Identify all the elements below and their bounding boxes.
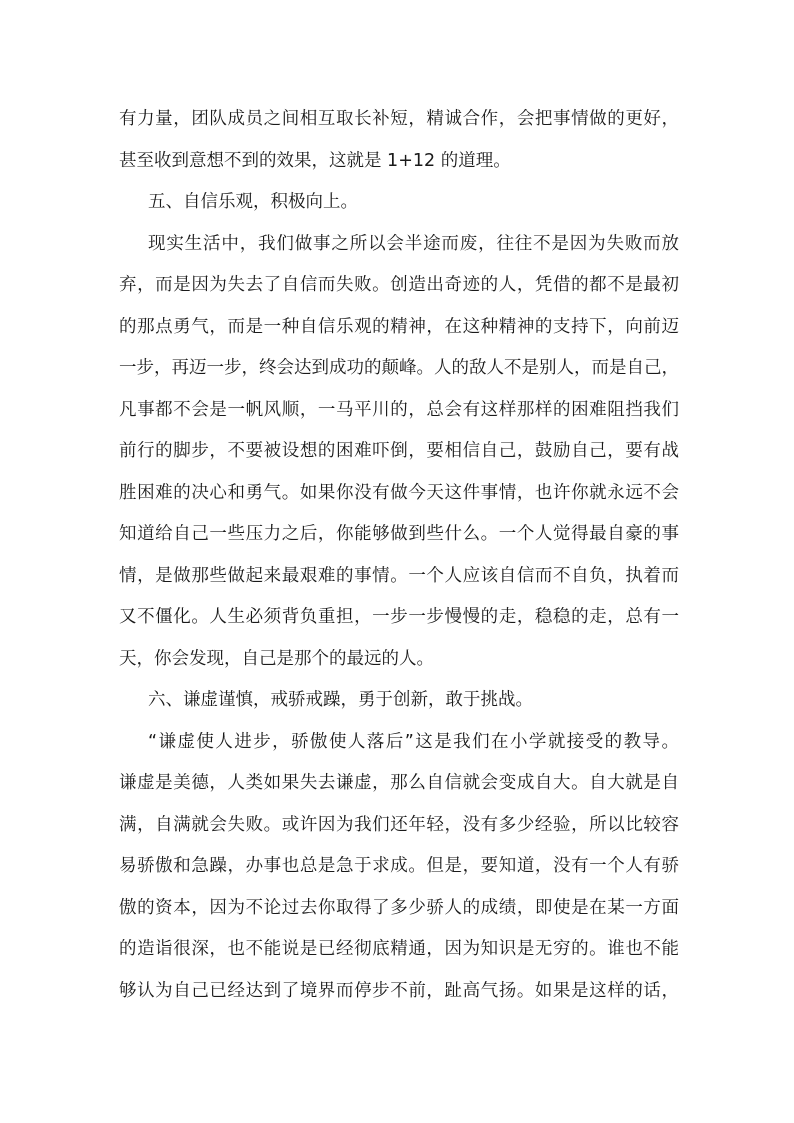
text-line: 傲的资本，因为不论过去你取得了多少骄人的成绩，即使是在某一方面 — [119, 898, 679, 918]
text-line: 天，你会发现，自己是那个的最远的人。 — [119, 649, 434, 669]
text-line: 满，自满就会失败。或许因为我们还年轻，没有多少经验，所以比较容 — [119, 815, 679, 835]
text-line: 甚至收到意想不到的效果，这就是 1+12 的道理。 — [119, 151, 511, 171]
text-line: 前行的脚步，不要被设想的困难吓倒，要相信自己，鼓励自己，要有战 — [119, 441, 679, 461]
text-line: 弃，而是因为失去了自信而失败。创造出奇迹的人，凭借的都不是最初 — [119, 275, 679, 295]
paragraph-first-line: “谦虚使人进步，骄傲使人落后”这是我们在小学就接受的教导。 — [148, 732, 679, 752]
text-line: 谦虚是美德，人类如果失去谦虚，那么自信就会变成自大。自大就是自 — [119, 773, 679, 793]
text-line: 有力量，团队成员之间相互取长补短，精诚合作，会把事情做的更好， — [119, 109, 679, 129]
paragraph-first-line: 现实生活中，我们做事之所以会半途而废，往往不是因为失败而放 — [148, 234, 679, 254]
text-line: 又不僵化。人生必须背负重担，一步一步慢慢的走，稳稳的走，总有一 — [119, 607, 679, 627]
text-line: 易骄傲和急躁，办事也总是急于求成。但是，要知道，没有一个人有骄 — [119, 856, 679, 876]
text-line: 情，是做那些做起来最艰难的事情。一个人应该自信而不自负，执着而 — [119, 566, 679, 586]
text-line: 凡事都不会是一帆风顺，一马平川的，总会有这样那样的困难阻挡我们 — [119, 400, 679, 420]
text-line: 知道给自己一些压力之后，你能够做到些什么。一个人觉得最自豪的事 — [119, 524, 679, 544]
text-line: 一步，再迈一步，终会达到成功的颠峰。人的敌人不是别人，而是自己， — [119, 358, 679, 378]
text-line: 胜困难的决心和勇气。如果你没有做今天这件事情，也许你就永远不会 — [119, 483, 679, 503]
text-line: 够认为自己已经达到了境界而停步不前，趾高气扬。如果是这样的话， — [119, 981, 679, 1001]
section-heading: 六、谦虚谨慎，戒骄戒躁，勇于创新，敢于挑战。 — [148, 690, 533, 710]
text-line: 的那点勇气，而是一种自信乐观的精神，在这种精神的支持下，向前迈 — [119, 317, 679, 337]
text-line: 的造诣很深，也不能说是已经彻底精通，因为知识是无穷的。谁也不能 — [119, 939, 679, 959]
section-heading: 五、自信乐观，积极向上。 — [148, 192, 358, 212]
